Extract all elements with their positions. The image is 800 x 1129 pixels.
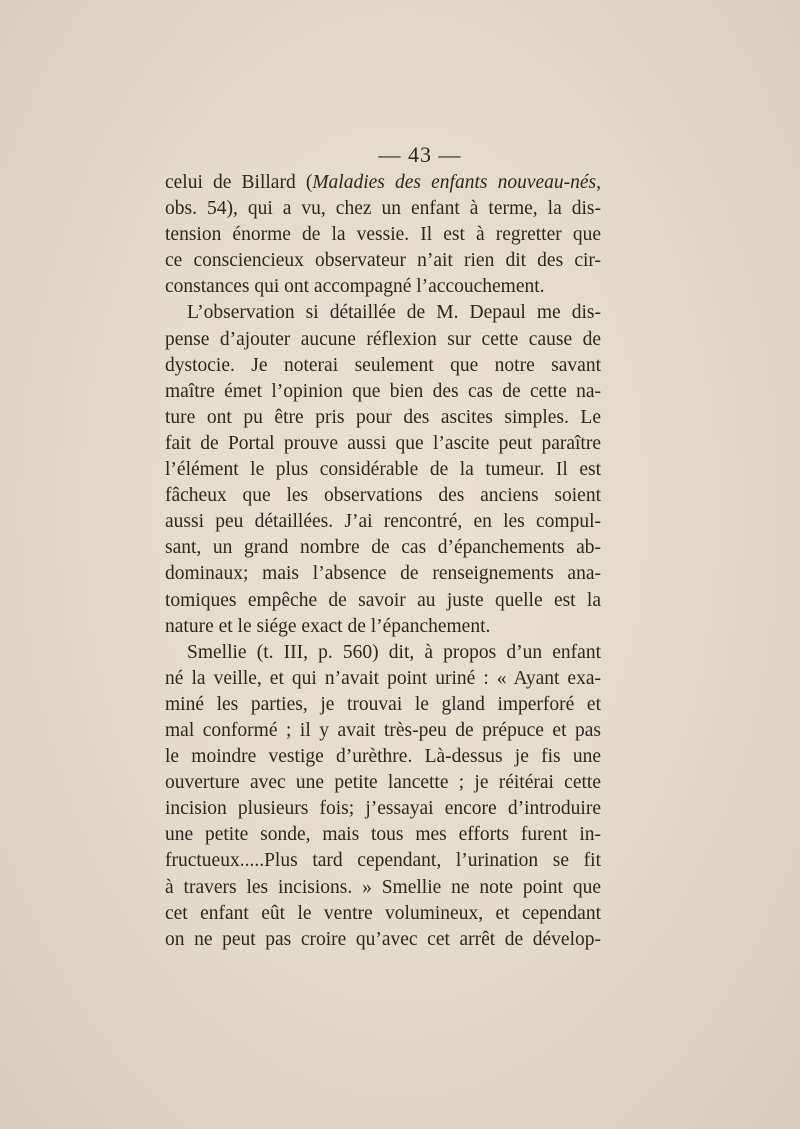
text-line: fâcheux que les observations des anciens soient: [165, 485, 601, 507]
text-line: on ne peut pas croire qu’avec cet arrêt de dévelop-: [165, 928, 601, 950]
text-segment: celui de Billard (: [165, 172, 313, 193]
text-line: fructueux.....Plus tard cependant, l’urination se fit: [165, 850, 601, 872]
text-line: ouverture avec une petite lancette ; je réitérai cette: [165, 772, 601, 794]
body-text: [165, 170, 601, 953]
text-line: le moindre vestige d’urèthre. Là-dessus je fis une: [165, 746, 601, 768]
text-line: cet enfant eût le ventre volumineux, et cependant: [165, 902, 601, 924]
paragraph-start-line: Smellie (t. III, p. 560) dit, à propos d’un enfant: [187, 641, 601, 663]
text-line: tension énorme de la vessie. Il est à regretter que: [165, 224, 601, 246]
text-line: aussi peu détaillées. J’ai rencontré, en les compul-: [165, 511, 601, 533]
text-line: miné les parties, je trouvai le gland imperforé et: [165, 693, 601, 715]
text-line: tomiques empêche de savoir au juste quelle est la: [165, 589, 601, 611]
text-line: dominaux; mais l’absence de renseignements ana-: [165, 563, 601, 585]
text-line: pense d’ajouter aucune réflexion sur cette cause de: [165, 328, 601, 350]
paragraph-start-line: L’observation si détaillée de M. Depaul me dis-: [187, 302, 601, 324]
text-line: une petite sonde, mais tous mes efforts furent in-: [165, 824, 601, 846]
text-line: fait de Portal prouve aussi que l’ascite peut paraître: [165, 432, 601, 454]
text-line: nature et le siége exact de l’épanchement.: [165, 615, 491, 637]
text-line: dystocie. Je noterai seulement que notre savant: [165, 354, 601, 376]
text-line: constances qui ont accompagné l’accouchement.: [165, 276, 545, 298]
text-line: ce consciencieux observateur n’ait rien dit des cir-: [165, 250, 601, 272]
text-line: à travers les incisions. » Smellie ne note point que: [165, 876, 601, 898]
text-line: [165, 170, 601, 196]
text-line: mal conformé ; il y avait très-peu de prépuce et pas: [165, 719, 601, 741]
italic-citation: Maladies des enfants nouveau-nés,: [312, 172, 601, 193]
text-line: l’élément le plus considérable de la tumeur. Il est: [165, 459, 601, 481]
text-line: ture ont pu être pris pour des ascites simples. Le: [165, 406, 601, 428]
text-line: né la veille, et qui n’avait point uriné : « Ayant exa-: [165, 667, 601, 689]
text-line: obs. 54), qui a vu, chez un enfant à terme, la dis-: [165, 198, 601, 220]
page-number: — 43 —: [378, 142, 462, 167]
text-line: incision plusieurs fois; j’essayai encore d’introduire: [165, 798, 601, 820]
text-line: sant, un grand nombre de cas d’épanchements ab-: [165, 537, 601, 559]
text-line: maître émet l’opinion que bien des cas de cette na-: [165, 380, 601, 402]
